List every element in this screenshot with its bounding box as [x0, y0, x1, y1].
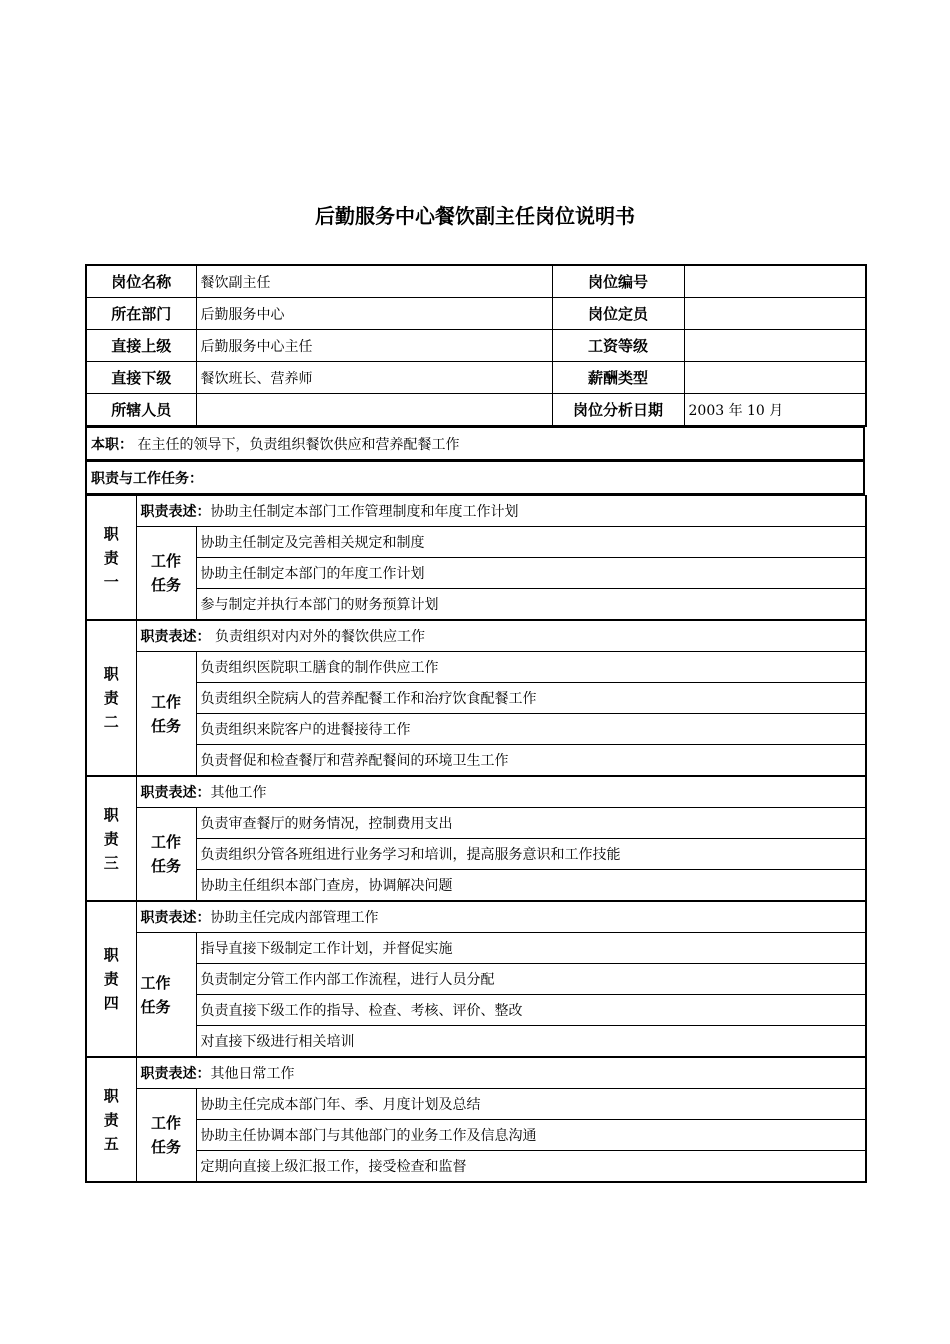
task-label-line: 工作	[140, 973, 171, 992]
task-row	[86, 808, 866, 839]
duty-name-char: 二	[103, 713, 119, 731]
task-row	[86, 933, 866, 964]
task-label	[136, 527, 196, 621]
duty-name-char: 职	[103, 805, 119, 824]
info-label: 岗位分析日期	[552, 394, 684, 427]
task-row	[86, 683, 866, 714]
task-label-line: 任务	[150, 576, 181, 594]
duty-description-text: 协助主任完成内部管理工作	[210, 910, 379, 926]
task-row	[86, 995, 866, 1026]
main-duty-text: 在主任的领导下，负责组织餐饮供应和营养配餐工作	[137, 436, 460, 453]
task-row	[86, 1151, 866, 1183]
task-item: 负责审查餐厅的财务情况，控制费用支出	[196, 808, 866, 839]
info-value: 餐饮副主任	[196, 265, 552, 298]
page-title: 后勤服务中心餐饮副主任岗位说明书	[315, 204, 635, 228]
duty-description-text: 协助主任制定本部门工作管理制度和年度工作计划	[210, 504, 519, 520]
basic-info-table	[85, 264, 867, 427]
duty-description-label: 职责表述：	[140, 785, 211, 801]
duty-description-label: 职责表述：	[140, 910, 211, 926]
main-duty-label: 本职：	[91, 436, 133, 453]
duty-name-char: 四	[103, 994, 119, 1012]
info-label: 岗位定员	[552, 298, 684, 330]
task-row	[86, 558, 866, 589]
duty-name-char: 责	[103, 548, 119, 567]
task-row	[86, 714, 866, 745]
duty-description-label: 职责表述：	[140, 1066, 211, 1082]
duty-desc-row	[86, 901, 866, 933]
info-value: 后勤服务中心	[196, 298, 552, 330]
duties-header: 职责与工作任务：	[86, 462, 864, 495]
duty-name-char: 责	[103, 1110, 119, 1129]
info-value: 后勤服务中心主任	[196, 330, 552, 362]
task-label	[136, 652, 196, 777]
task-row	[86, 964, 866, 995]
duty-name	[86, 901, 136, 1057]
info-value	[684, 330, 866, 362]
task-row	[86, 839, 866, 870]
job-description-form	[85, 264, 865, 1183]
info-row	[86, 298, 866, 330]
duty-description-label: 职责表述：	[140, 629, 211, 645]
duty-description	[136, 901, 866, 933]
task-item: 协助主任制定及完善相关规定和制度	[196, 527, 866, 558]
duty-name	[86, 620, 136, 776]
task-row	[86, 527, 866, 558]
duty-name-char: 职	[103, 946, 119, 964]
task-item: 定期向直接上级汇报工作，接受检查和监督	[196, 1151, 866, 1183]
task-row	[86, 745, 866, 777]
main-duty-table	[85, 427, 865, 461]
duty-description-text: 其他日常工作	[210, 1066, 295, 1082]
task-label-line: 工作	[150, 1114, 181, 1132]
duty-name-char: 责	[103, 689, 119, 707]
main-duty	[86, 428, 864, 461]
info-value: 餐饮班长、营养师	[196, 362, 552, 394]
task-item: 负责制定分管工作内部工作流程，进行人员分配	[196, 964, 866, 995]
duty-name-char: 一	[103, 572, 119, 591]
duties-table	[85, 495, 867, 1183]
task-label-line: 任务	[140, 997, 171, 1016]
task-row	[86, 1026, 866, 1058]
duties-header-table	[85, 461, 865, 495]
info-row	[86, 362, 866, 394]
task-item: 负责直接下级工作的指导、检查、考核、评价、整改	[196, 995, 866, 1026]
task-row	[86, 1120, 866, 1151]
task-item: 负责组织医院职工膳食的制作供应工作	[196, 652, 866, 683]
duty-desc-row	[86, 496, 866, 527]
duty-desc-row	[86, 776, 866, 808]
info-row	[86, 265, 866, 298]
info-label: 岗位名称	[86, 265, 196, 298]
task-item: 协助主任制定本部门的年度工作计划	[196, 558, 866, 589]
duty-description-label: 职责表述：	[140, 504, 211, 520]
task-item: 指导直接下级制定工作计划，并督促实施	[196, 933, 866, 964]
task-item: 负责组织分管各班组进行业务学习和培训，提高服务意识和工作技能	[196, 839, 866, 870]
duty-name-char: 职	[103, 524, 119, 543]
task-row	[86, 652, 866, 683]
info-value	[684, 265, 866, 298]
duty-name-char: 五	[103, 1134, 119, 1153]
task-row	[86, 870, 866, 902]
info-label: 直接下级	[86, 362, 196, 394]
duty-description-text: 其他工作	[210, 785, 267, 801]
task-label-line: 工作	[150, 833, 181, 851]
info-label: 薪酬类型	[552, 362, 684, 394]
info-label: 岗位编号	[552, 265, 684, 298]
task-label-line: 工作	[150, 552, 181, 570]
duty-name	[86, 776, 136, 901]
duty-name-char: 三	[103, 853, 119, 872]
task-item: 协助主任完成本部门年、季、月度计划及总结	[196, 1089, 866, 1120]
task-label	[136, 1089, 196, 1183]
info-label: 所辖人员	[86, 394, 196, 427]
task-item: 负责督促和检查餐厅和营养配餐间的环境卫生工作	[196, 745, 866, 777]
info-label: 工资等级	[552, 330, 684, 362]
info-row	[86, 394, 866, 427]
duty-desc-row	[86, 1057, 866, 1089]
info-label: 直接上级	[86, 330, 196, 362]
duty-description	[136, 620, 866, 652]
task-label	[136, 808, 196, 902]
duty-name	[86, 496, 136, 621]
duty-name-char: 责	[103, 970, 119, 988]
info-value	[196, 394, 552, 427]
duty-description	[136, 496, 866, 527]
info-value: 2003 年 10 月	[684, 394, 866, 427]
task-label	[136, 933, 196, 1058]
task-item: 参与制定并执行本部门的财务预算计划	[196, 589, 866, 621]
task-label-line: 任务	[150, 857, 181, 875]
task-item: 协助主任组织本部门查房，协调解决问题	[196, 870, 866, 902]
duty-name	[86, 1057, 136, 1182]
task-row	[86, 1089, 866, 1120]
duty-description	[136, 1057, 866, 1089]
task-label-line: 任务	[150, 1138, 181, 1156]
duty-name-char: 职	[103, 665, 119, 683]
duty-description-text: 负责组织对内对外的餐饮供应工作	[210, 629, 425, 645]
task-item: 负责组织全院病人的营养配餐工作和治疗饮食配餐工作	[196, 683, 866, 714]
info-label: 所在部门	[86, 298, 196, 330]
task-item: 负责组织来院客户的进餐接待工作	[196, 714, 866, 745]
info-value	[684, 362, 866, 394]
task-row	[86, 589, 866, 621]
task-item: 对直接下级进行相关培训	[196, 1026, 866, 1058]
task-label-line: 任务	[150, 716, 181, 735]
info-row	[86, 330, 866, 362]
duty-name-char: 职	[103, 1086, 119, 1105]
duty-name-char: 责	[103, 829, 119, 848]
task-label-line: 工作	[150, 692, 181, 711]
duty-desc-row	[86, 620, 866, 652]
info-value	[684, 298, 866, 330]
task-item: 协助主任协调本部门与其他部门的业务工作及信息沟通	[196, 1120, 866, 1151]
duty-description	[136, 776, 866, 808]
